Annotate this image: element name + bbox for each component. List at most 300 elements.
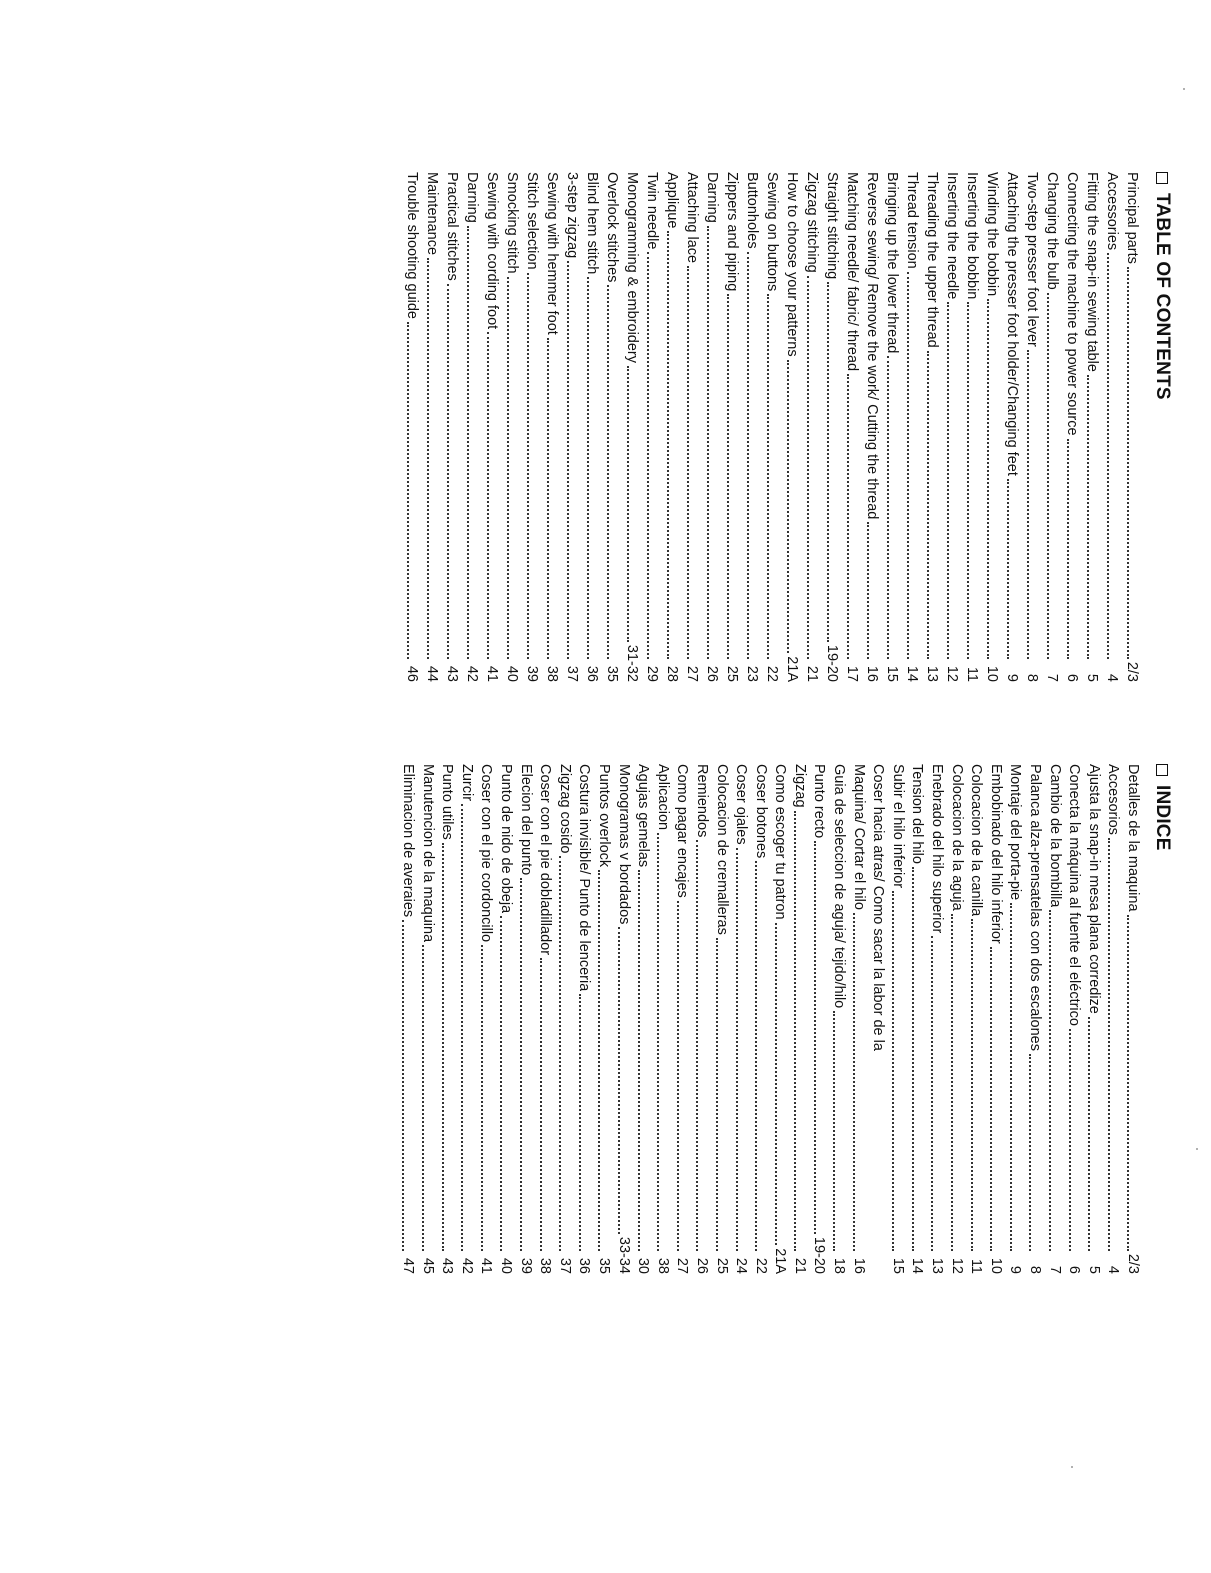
toc-entry-page: 28 [664, 665, 680, 682]
dot-leader [931, 936, 933, 1251]
toc-entry-page: 30 [635, 1257, 652, 1274]
toc-entry-page: 21A [784, 656, 800, 682]
dot-leader [1049, 910, 1051, 1251]
toc-entry-title: Colocacion de la aguja [948, 764, 965, 911]
toc-entry-page: 47 [400, 1257, 417, 1274]
dot-leader [887, 356, 889, 659]
dot-leader [947, 302, 949, 659]
toc-entry [622, 172, 642, 682]
dot-leader [767, 294, 769, 659]
toc-entry-title: Montaje del porta-pie [1007, 764, 1024, 901]
toc-entry [422, 172, 442, 682]
toc-entry [770, 764, 790, 1274]
toc-entry-title: Puntos overlock [595, 764, 612, 868]
toc-entry [946, 764, 966, 1274]
toc-entry-page: 40 [504, 665, 520, 682]
toc-entry [402, 172, 422, 682]
toc-entry-page: 33-34 [615, 1236, 632, 1274]
toc-entry-title: Overlock stitches [604, 172, 620, 283]
toc-entry-page: 42 [464, 665, 480, 682]
toc-entry-page: 18 [831, 1257, 848, 1274]
toc-entry-title: Blind hem stitch [584, 172, 600, 275]
toc-entry-page: 23 [744, 665, 760, 682]
toc-entry-title: Enebrado del hilo superior [929, 764, 946, 934]
toc-entry-title: Eliminacion de averaies [400, 764, 417, 918]
toc-entry [902, 172, 922, 682]
toc-entry-title: Inserting the needle [944, 172, 960, 300]
toc-entry [882, 172, 902, 682]
dot-leader [687, 266, 689, 659]
dot-leader [407, 322, 409, 659]
toc-entry-page: 14 [904, 665, 920, 682]
toc-entry-title: Maintenance [424, 172, 440, 256]
toc-entry [842, 172, 862, 682]
toc-entry-title: Monogramas v bordados [615, 764, 632, 925]
toc-entry [495, 764, 515, 1274]
dot-leader [707, 226, 709, 659]
toc-entry-title: Inserting the bobbin [964, 172, 980, 300]
toc-entry-page: 2/3 [1124, 661, 1140, 682]
toc-entry-page: 10 [984, 665, 1000, 682]
dot-leader [647, 252, 649, 659]
toc-entry [762, 172, 782, 682]
dot-leader [794, 811, 796, 1251]
toc-english-list [402, 172, 1142, 682]
dot-leader [892, 891, 894, 1251]
dot-leader [967, 302, 969, 659]
dot-leader [598, 870, 600, 1251]
toc-entry-title: Remiendos [693, 764, 710, 838]
toc-entry [542, 172, 562, 682]
dot-leader [1029, 1054, 1031, 1251]
toc-entry [926, 764, 946, 1274]
toc-entry-page: 7 [1046, 1265, 1063, 1274]
dot-leader [1047, 293, 1049, 659]
toc-entry-page: 41 [484, 665, 500, 682]
toc-entry [789, 764, 809, 1274]
toc-spanish-list [397, 764, 1142, 1274]
toc-entry-page: 2/3 [1125, 1253, 1141, 1274]
toc-entry [652, 764, 672, 1274]
toc-entry-page: 15 [889, 1257, 906, 1274]
dot-leader [847, 374, 849, 659]
toc-entry-page: 31-32 [624, 644, 640, 682]
toc-entry [722, 172, 742, 682]
toc-entry [1042, 172, 1062, 682]
toc-entry-page: 40 [498, 1257, 514, 1274]
toc-entry-title: Zippers and piping [724, 172, 740, 292]
toc-entry-title: Embobinado del hilo inferior [987, 764, 1004, 944]
toc-spanish-title: INDICE [1152, 785, 1173, 851]
toc-entry [682, 172, 702, 682]
toc-entry-page: 27 [674, 1257, 691, 1274]
toc-english-title: TABLE OF CONTENTS [1152, 193, 1173, 400]
toc-entry-title: Twin needle [644, 172, 660, 250]
toc-entry-page: 38 [654, 1257, 671, 1274]
toc-entry [750, 764, 770, 1274]
toc-entry-page: 13 [924, 665, 940, 682]
toc-entry-title: Punto recto [811, 764, 828, 839]
toc-entry-page: 25 [724, 665, 740, 682]
dot-leader [540, 958, 542, 1251]
toc-entry-page: 39 [517, 1257, 534, 1274]
toc-entry-page: 26 [704, 665, 720, 682]
toc-spanish-heading [1149, 764, 1175, 1274]
toc-entry-page: 10 [987, 1257, 1004, 1274]
toc-entry-title: Connecting the machine to power source [1064, 172, 1080, 436]
checkbox-square-icon [1156, 764, 1168, 776]
toc-entry-page: 42 [458, 1257, 475, 1274]
dot-leader [747, 252, 749, 659]
toc-entry [1122, 172, 1142, 682]
toc-entry-title: Coser hacia atras/ Como sacar la labor de la [870, 764, 887, 1051]
toc-entry [1005, 764, 1025, 1274]
toc-entry-page: 6 [1066, 1265, 1083, 1274]
toc-entry-title: Threading the upper thread [924, 172, 940, 348]
dot-leader [657, 833, 659, 1251]
toc-entry [602, 172, 622, 682]
toc-entry [1122, 764, 1142, 1274]
toc-entry [642, 172, 662, 682]
dot-leader [1027, 350, 1029, 659]
toc-entry-page: 44 [424, 665, 440, 682]
toc-entry-title: Subir el hilo inferior [889, 764, 906, 889]
toc-entry-title: Reverse sewing/ Remove the work/ Cutting the thread [864, 172, 880, 520]
toc-entry-title: Zigzag cosido [556, 764, 573, 854]
dot-leader [487, 332, 489, 659]
dot-leader [467, 226, 469, 659]
toc-entry [417, 764, 437, 1274]
toc-entry-page: 9 [1007, 1265, 1024, 1274]
toc-entry-title: Colocacion de la canilla [968, 764, 985, 917]
toc-entry-page: 38 [544, 665, 560, 682]
toc-entry-page: 25 [713, 1257, 730, 1274]
dot-leader [627, 366, 629, 642]
toc-entry [502, 172, 522, 682]
toc-entry-page: 22 [752, 1257, 769, 1274]
dot-leader [853, 913, 855, 1251]
dot-leader [1127, 915, 1129, 1251]
toc-entry [985, 764, 1005, 1274]
dot-leader [971, 919, 973, 1251]
toc-entry [1002, 172, 1022, 682]
toc-entry [942, 172, 962, 682]
toc-entry-title: Manutencion de la maquina [419, 764, 436, 943]
dot-leader [461, 804, 463, 1251]
toc-entry-title: Cambio de la bombilla [1046, 764, 1063, 908]
dot-leader [951, 914, 953, 1251]
toc-entry [1022, 172, 1042, 682]
dot-leader [527, 273, 529, 659]
dot-leader [607, 285, 609, 659]
toc-entry-title: Smocking stitch [504, 172, 520, 274]
toc-entry-title: Accesorios [1105, 764, 1122, 835]
toc-entry-page: 15 [884, 665, 900, 682]
toc-entry [809, 764, 829, 1274]
toc-entry-title: Coser con el pie cordoncillo [478, 764, 495, 943]
toc-entry-title: Applique [664, 172, 680, 229]
dot-leader [1067, 439, 1069, 659]
dot-leader [667, 231, 669, 659]
toc-entry [562, 172, 582, 682]
toc-entry [982, 172, 1002, 682]
toc-entry-page: 11 [964, 666, 980, 682]
dot-leader [736, 848, 738, 1251]
toc-entry-page: 43 [444, 665, 460, 682]
toc-entry-title: Stitch selection [524, 172, 540, 270]
toc-entry [1064, 764, 1084, 1274]
toc-english [375, 172, 1175, 682]
toc-entry-title: Attaching the presser foot holder/Changing feet [1004, 172, 1020, 476]
toc-entry [887, 764, 907, 1274]
toc-entry [633, 764, 653, 1274]
toc-entry-title: Sewing on buttons [764, 172, 780, 292]
toc-entry-title: Guia de seleccion de aguja/ tejido/hilo [831, 764, 848, 1009]
toc-entry [742, 172, 762, 682]
toc-entry [822, 172, 842, 682]
toc-entry-title: Darning [704, 172, 720, 223]
toc-entry-title: 3-step zigzag [564, 172, 580, 259]
toc-entry-page: 37 [556, 1257, 573, 1274]
toc-entry-page: 4 [1104, 673, 1120, 682]
toc-entry-page: 35 [595, 1257, 612, 1274]
scan-speck [1071, 1466, 1073, 1468]
toc-entry [456, 764, 476, 1274]
toc-entry [868, 764, 888, 1274]
toc-entry-title: Sewing with hemmer foot [544, 172, 560, 335]
toc-entry [1082, 172, 1102, 682]
toc-entry-page: 21A [772, 1248, 789, 1274]
dot-leader [990, 947, 992, 1251]
scan-speck [1183, 88, 1185, 90]
dot-leader [1087, 375, 1089, 659]
toc-entry [476, 764, 496, 1274]
toc-entry-title: Accessories [1104, 172, 1120, 251]
toc-entry-page: 41 [478, 1257, 495, 1274]
toc-entry-page: 5 [1084, 673, 1100, 682]
dot-leader [1127, 267, 1129, 659]
toc-entry-page: 12 [944, 665, 960, 682]
toc-entry-page: 43 [439, 1257, 456, 1274]
toc-entry [1044, 764, 1064, 1274]
dot-leader [1088, 1017, 1090, 1251]
toc-entry-page: 35 [604, 665, 620, 682]
toc-entry-title: Aplicacion [654, 764, 671, 831]
toc-entry [437, 764, 457, 1274]
toc-entry [593, 764, 613, 1274]
toc-entry [966, 764, 986, 1274]
toc-entry-title: Thread tension [904, 172, 920, 269]
toc-entry [574, 764, 594, 1274]
toc-entry-page: 37 [564, 665, 580, 682]
dot-leader [500, 916, 502, 1251]
toc-entry [1083, 764, 1103, 1274]
toc-entry-title: Colocacion de cremalleras [713, 764, 730, 935]
toc-entry-title: Zigzag stitching [804, 172, 820, 273]
toc-entry [848, 764, 868, 1274]
toc-entry-title: Matching needle/ fabric/ thread [844, 172, 860, 372]
toc-entry [662, 172, 682, 682]
toc-entry-page: 9 [1004, 673, 1020, 682]
toc-entry [782, 172, 802, 682]
toc-entry-title: Tension del hilo [909, 764, 926, 864]
toc-entry [522, 172, 542, 682]
toc-english-heading [1149, 172, 1175, 682]
toc-entry-page: 16 [850, 1257, 867, 1274]
toc-entry [582, 172, 602, 682]
toc-entry-title: Punto de nido de obeja [498, 764, 514, 914]
toc-entry-title: Punto utiles [439, 764, 456, 840]
dot-leader [775, 923, 777, 1246]
toc-entry [672, 764, 692, 1274]
toc-entry-title: Fitting the snap-in sewing table [1084, 172, 1100, 372]
dot-leader [587, 277, 589, 659]
toc-entry-page: 8 [1024, 673, 1040, 682]
dot-leader [867, 522, 869, 659]
toc-entry-page: 39 [524, 665, 540, 682]
dot-leader [447, 284, 449, 659]
toc-entry-page: 11 [968, 1258, 985, 1274]
toc-entry [1102, 172, 1122, 682]
toc-entry-page: 5 [1085, 1265, 1102, 1274]
toc-entry-title: Changing the bulb [1044, 172, 1060, 290]
toc-entry-page: 4 [1105, 1265, 1122, 1274]
dot-leader [422, 945, 424, 1251]
dot-leader [507, 277, 509, 659]
dot-leader [559, 856, 561, 1251]
toc-spanish [365, 764, 1175, 1274]
dot-leader [907, 272, 909, 659]
toc-entry-title: Palanca alza-prensatelas con dos escalones [1027, 764, 1044, 1051]
toc-entry-page: 21 [804, 665, 820, 682]
dot-leader [442, 843, 444, 1251]
toc-entry-title: Coser botones [752, 764, 769, 859]
toc-entry [802, 172, 822, 682]
dot-leader [618, 927, 620, 1234]
toc-entry [515, 764, 535, 1274]
toc-entry [702, 172, 722, 682]
toc-entry-title: Sewing with cording foot [484, 172, 500, 330]
toc-entry-page: 14 [909, 1257, 926, 1274]
toc-entry-page: 27 [684, 665, 700, 682]
toc-entry-title: Winding the bobbin [984, 172, 1000, 297]
toc-entry-title: Principal parts [1124, 172, 1140, 264]
toc-entry [862, 172, 882, 682]
toc-entry-page: 19-20 [824, 644, 840, 682]
toc-entry-title: Buttonholes [744, 172, 760, 249]
toc-entry-title: Detalles de la maquina [1125, 764, 1141, 912]
toc-entry-title: Attaching lace [684, 172, 700, 264]
toc-entry [442, 172, 462, 682]
dot-leader [834, 1011, 836, 1251]
dot-leader [1069, 1029, 1071, 1251]
dot-leader [716, 938, 718, 1251]
toc-entry [962, 172, 982, 682]
toc-entry-title: Ajusta la snap-in mesa plana corredize [1085, 764, 1102, 1014]
toc-entry-title: Coser ojales [733, 764, 750, 845]
dot-leader [1007, 479, 1009, 659]
toc-entry-page: 46 [404, 665, 420, 682]
toc-entry [711, 764, 731, 1274]
dot-leader [638, 870, 640, 1251]
dot-leader [787, 360, 789, 654]
toc-entry [482, 172, 502, 682]
toc-entry-title: Trouble shooting guide [404, 172, 420, 319]
dot-leader [912, 867, 914, 1251]
toc-entry-page: 6 [1064, 673, 1080, 682]
toc-entry-page: 19-20 [811, 1236, 828, 1274]
toc-entry [691, 764, 711, 1274]
dot-leader [481, 945, 483, 1251]
scan-speck [1196, 1148, 1198, 1150]
toc-entry-page: 36 [584, 665, 600, 682]
dot-leader [567, 261, 569, 659]
dot-leader [1010, 903, 1012, 1251]
toc-entry [1103, 764, 1123, 1274]
toc-entry-page: 21 [791, 1257, 808, 1274]
dot-leader [427, 258, 429, 659]
dot-leader [1107, 253, 1109, 659]
dot-leader [696, 840, 698, 1251]
dot-leader [547, 338, 549, 659]
dot-leader [1108, 838, 1110, 1251]
toc-entry-page: 36 [576, 1257, 593, 1274]
toc-entry-page: 24 [733, 1257, 750, 1274]
toc-entry [1024, 764, 1044, 1274]
toc-entry [554, 764, 574, 1274]
toc-entry-title: Bringing up the lower thread [884, 172, 900, 354]
dot-leader [520, 878, 522, 1251]
toc-entry [1062, 172, 1082, 682]
dot-leader [755, 861, 757, 1251]
toc-entry [731, 764, 751, 1274]
toc-entry-page: 38 [537, 1257, 554, 1274]
dot-leader [807, 276, 809, 659]
toc-entry-title: Como escoger tu patron [772, 764, 789, 920]
toc-entry-title: Straight stitching [824, 172, 840, 280]
checkbox-square-icon [1156, 172, 1168, 184]
dot-leader [987, 299, 989, 659]
dot-leader [927, 351, 929, 659]
toc-entry-title: Practical stitches [444, 172, 460, 281]
toc-entry-page: 7 [1044, 673, 1060, 682]
toc-entry-page: 16 [864, 665, 880, 682]
toc-entry-title: Coser con el pie dobladillador [537, 764, 554, 956]
toc-entry-title: Elecion del punto [517, 764, 534, 876]
toc-entry-title: Conecta la máquina al fuente el eléctrico [1066, 764, 1083, 1026]
toc-entry-title: Agujas gemelas [635, 764, 652, 868]
toc-entry-title: Como pagar encajes [674, 764, 691, 898]
toc-entry [829, 764, 849, 1274]
toc-entry [907, 764, 927, 1274]
dot-leader [677, 901, 679, 1251]
dot-leader [727, 294, 729, 659]
toc-entry-title: Two-step presser foot lever [1024, 172, 1040, 347]
dot-leader [827, 282, 829, 642]
toc-entry-page: 26 [693, 1257, 710, 1274]
toc-entry-page: 13 [929, 1257, 946, 1274]
toc-entry-title: How to choose your patterns [784, 172, 800, 357]
toc-entry-title: Zigzag [791, 764, 808, 808]
toc-entry-title: Monogramming & embroidery [624, 172, 640, 363]
toc-entry-title: Darning [464, 172, 480, 223]
toc-entry-page: 22 [764, 665, 780, 682]
toc-entry-page: 17 [844, 665, 860, 682]
dot-leader [579, 994, 581, 1251]
toc-entry [613, 764, 633, 1274]
toc-entry [397, 764, 417, 1274]
toc-entry-page: 45 [419, 1257, 436, 1274]
